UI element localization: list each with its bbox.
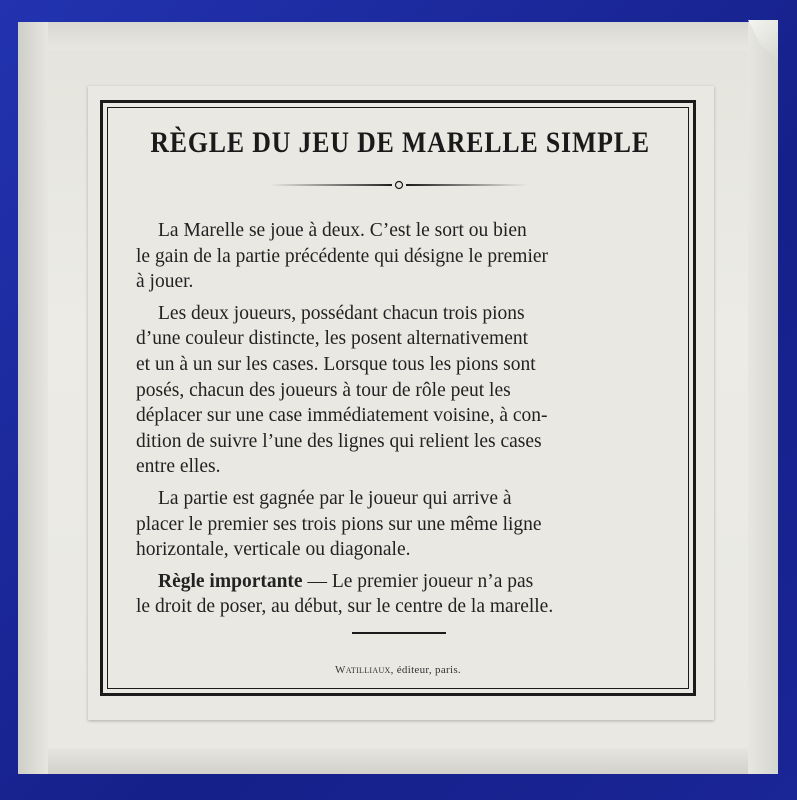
publisher-name: Watilliaux [335,664,391,676]
paragraph-2-line-7: entre elles. [136,456,221,478]
paragraph-2-line-5: déplacer sur une case immédiatement voisine, à con- [136,405,548,427]
rules-text [136,218,664,620]
paragraph-2-line-6: dition de suivre l’une des lignes qui relient les cases [136,430,542,452]
paragraph-1-line-3: à jouer. [136,271,194,293]
paragraph-3-line-2: placer le premier ses trois pions sur une même ligne [136,513,542,535]
box-wall-bottom [18,748,778,774]
paragraph-2-line-4: posés, chacun des joueurs à tour de rôle peut les [136,379,511,401]
paragraph-4-line-2: le droit de poser, au début, sur le centre de la marelle. [136,596,554,618]
paragraph-3-line-3: horizontale, verticale ou diagonale. [136,539,411,561]
rules-title: RÈGLE DU JEU DE MARELLE SIMPLE [150,126,650,159]
paragraph-2-line-1: Les deux joueurs, possédant chacun trois pions [158,302,525,324]
paragraph-1-line-2: le gain de la partie précédente qui désigne le premier [136,245,549,267]
box-wall-right [748,22,778,774]
publisher-rest: , éditeur, paris. [390,664,461,676]
box-wall-left [18,22,48,774]
box-wall-top [18,22,778,50]
paragraph-3-line-1: La partie est gagnée par le joueur qui arrive à [158,487,512,509]
text-line: La Marelle se joue à deux. C’est le sort ou bien [158,220,527,241]
paragraph-2-line-2: d’une couleur distincte, les posent alternativement [136,328,529,350]
important-rule-label: Règle importante [158,570,303,592]
title-ornament [268,178,530,192]
closing-rule [352,632,446,634]
paragraph-1-line-1 [136,218,664,244]
publisher-credit [110,664,686,676]
paragraph-2-line-3: et un à un sur les cases. Lorsque tous les pions sont [136,353,536,375]
paragraph-4-line-1 [136,569,664,595]
important-rule-text: — Le premier joueur n’a pas [302,570,534,592]
